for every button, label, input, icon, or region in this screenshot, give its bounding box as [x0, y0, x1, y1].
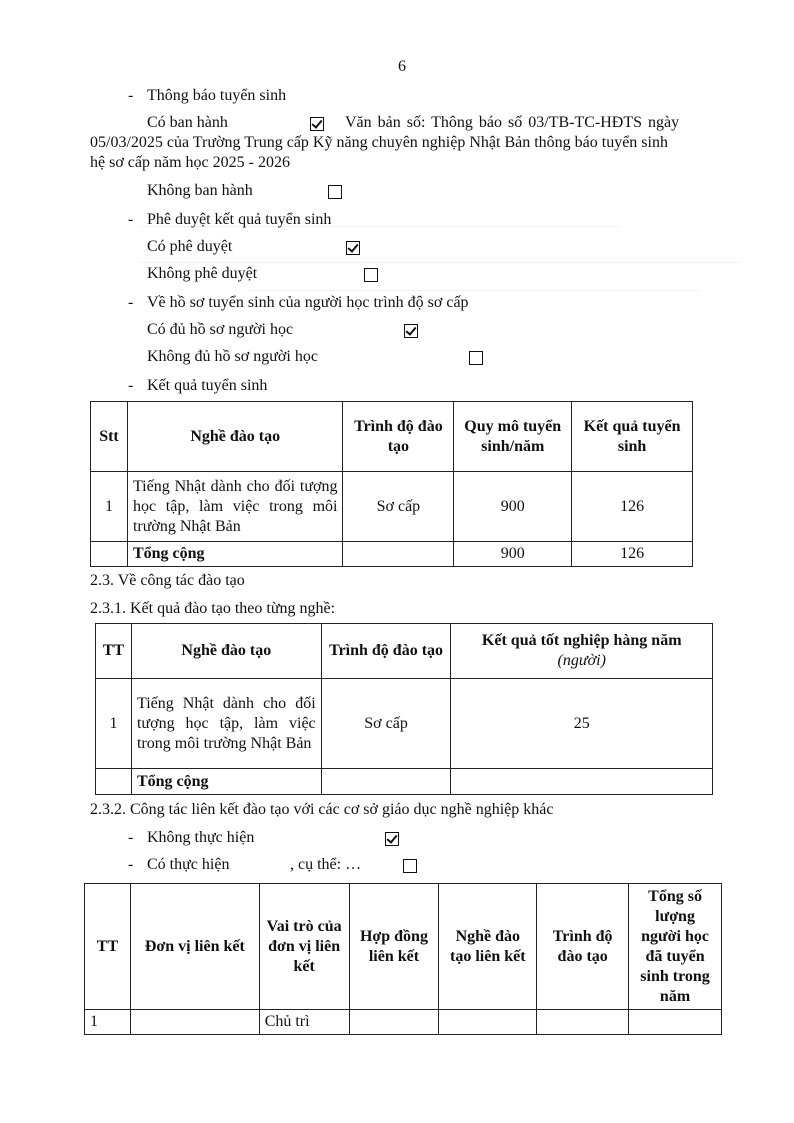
not-approved-checkbox[interactable] [364, 268, 378, 282]
approval-heading: Phê duyệt kết quả tuyển sinh [147, 211, 332, 228]
partnership-table [84, 883, 722, 1035]
full-records-label: Có đủ hồ sơ người học [147, 321, 294, 338]
col-stt: Stt [91, 402, 128, 472]
not-full-records-checkbox[interactable] [469, 351, 483, 365]
table-cell [130, 1010, 259, 1035]
training-results-table [95, 623, 713, 795]
table-cell [91, 542, 128, 567]
table-cell [96, 769, 132, 795]
table-cell [439, 1010, 537, 1035]
approved-checkbox[interactable] [346, 241, 360, 255]
section-2-3-1: 2.3.1. Kết quả đào tạo theo từng nghề: [90, 600, 336, 617]
col-ket-qua: Kết quả tuyển sinh [572, 402, 693, 472]
issued-checkbox[interactable] [310, 117, 324, 131]
table-cell: Tiếng Nhật dành cho đối tượng học tập, làm việc trong môi trường Nhật Bản [131, 679, 321, 769]
total-label: Tổng cộng [127, 542, 343, 567]
records-heading: Về hồ sơ tuyển sinh của người học trình độ sơ cấp [147, 294, 469, 311]
col-nghe: Nghề đào tạo [131, 624, 321, 679]
table-cell: 25 [451, 679, 713, 769]
col-tt: TT [96, 624, 132, 679]
col-don-vi: Đơn vị liên kết [130, 884, 259, 1010]
implemented-label: Có thực hiện [147, 856, 230, 873]
table-cell: Chủ trì [259, 1010, 349, 1035]
col-trinh-do: Trình độ đào tạo [321, 624, 451, 679]
table-cell: 900 [454, 472, 572, 542]
col-tong-so: Tổng số lượng người học đã tuyển sinh trong năm [629, 884, 722, 1010]
table-cell [343, 542, 454, 567]
not-issued-checkbox[interactable] [328, 185, 342, 199]
col-ket-qua-tot-nghiep: Kết quả tốt nghiệp hàng năm (người) [451, 624, 713, 679]
col-nghe-lien-ket: Nghề đào tạo liên kết [439, 884, 537, 1010]
total-quy-mo: 900 [454, 542, 572, 567]
doc-text-line2: 05/03/2025 của Trường Trung cấp Kỹ năng chuyên nghiệp Nhật Bản thông báo tuyển sinh [90, 134, 668, 151]
implemented-suffix: , cụ thể: … [290, 856, 362, 873]
bullet-approval: - [128, 211, 134, 228]
bullet-results: - [128, 377, 134, 394]
table-cell [451, 769, 713, 795]
approved-label: Có phê duyệt [147, 238, 233, 255]
table-cell: 1 [85, 1010, 131, 1035]
page-number: 6 [398, 58, 406, 75]
col-hop-dong: Hợp đồng liên kết [349, 884, 439, 1010]
col-tt: TT [85, 884, 131, 1010]
not-implemented-label: Không thực hiện [147, 829, 255, 846]
not-implemented-checkbox[interactable] [385, 832, 399, 846]
bullet-records: - [128, 294, 134, 311]
not-approved-label: Không phê duyệt [147, 265, 258, 282]
bullet-notice: - [128, 87, 134, 104]
doc-text-line3: hệ sơ cấp năm học 2025 - 2026 [90, 154, 290, 171]
col-trinh-do: Trình độ đào tạo [343, 402, 454, 472]
table-cell [349, 1010, 439, 1035]
results-heading: Kết quả tuyển sinh [147, 377, 268, 394]
not-full-records-label: Không đủ hồ sơ người học [147, 348, 318, 365]
total-ket-qua: 126 [572, 542, 693, 567]
table-cell: 1 [96, 679, 132, 769]
section-2-3: 2.3. Về công tác đào tạo [90, 572, 245, 589]
table-cell: Sơ cấp [343, 472, 454, 542]
col-nghe: Nghề đào tạo [127, 402, 343, 472]
table-cell: 1 [91, 472, 128, 542]
table-cell [321, 769, 451, 795]
col-quy-mo: Quy mô tuyển sinh/năm [454, 402, 572, 472]
notice-heading: Thông báo tuyển sinh [147, 87, 287, 104]
total-label: Tổng cộng [131, 769, 321, 795]
table-cell [629, 1010, 722, 1035]
implemented-checkbox[interactable] [403, 859, 417, 873]
bullet-no-impl: - [128, 829, 134, 846]
full-records-checkbox[interactable] [404, 324, 418, 338]
section-2-3-2: 2.3.2. Công tác liên kết đào tạo với các cơ sở giáo dục nghề nghiệp khác [90, 801, 554, 818]
col-vai-tro: Vai trò của đơn vị liên kết [259, 884, 349, 1010]
issued-label: Có ban hành [147, 114, 228, 131]
table-cell: Sơ cấp [321, 679, 451, 769]
enrollment-table [90, 401, 693, 567]
col-trinh-do: Trình độ đào tạo [537, 884, 629, 1010]
doc-text-line1: Văn bản số: Thông báo số 03/TB-TC-HĐTS ngày [345, 114, 680, 131]
table-cell [537, 1010, 629, 1035]
table-cell: 126 [572, 472, 693, 542]
not-issued-label: Không ban hành [147, 182, 253, 199]
bullet-impl: - [128, 856, 134, 873]
table-cell: Tiếng Nhật dành cho đối tượng học tập, làm việc trong môi trường Nhật Bản [127, 472, 343, 542]
